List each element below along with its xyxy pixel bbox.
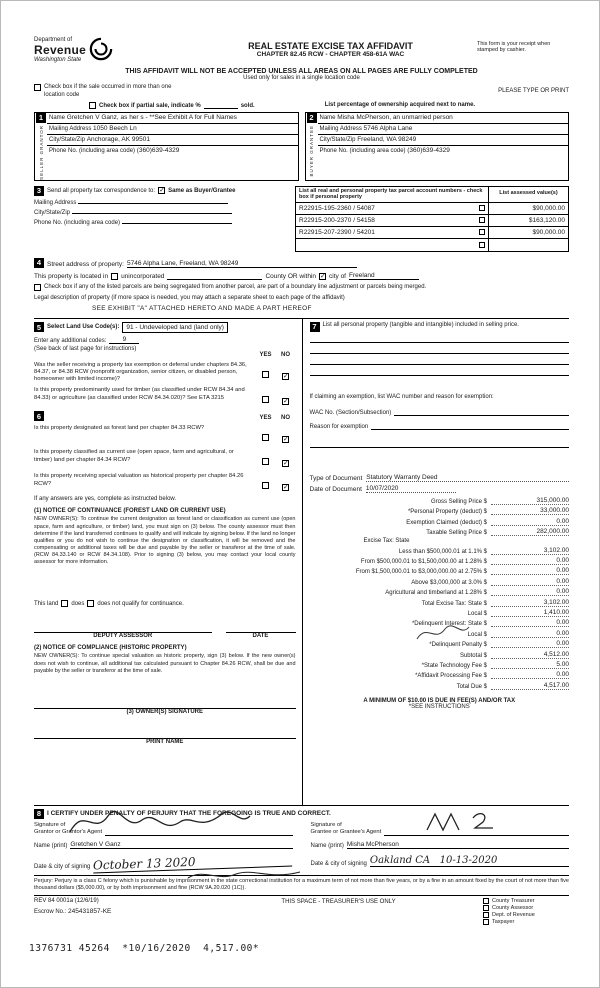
- buyer-csz-label: City/State/Zip: [319, 136, 356, 143]
- personal-property-checkbox[interactable]: [479, 205, 485, 211]
- deputy-assessor-label: DEPUTY ASSESSOR: [93, 633, 153, 640]
- unincorporated-label: unincorporated: [121, 272, 165, 280]
- yes-no-header: [44, 415, 296, 421]
- grantor-agent-label: Grantor or Grantor's Agent: [34, 828, 103, 835]
- corr-mailing-field[interactable]: [78, 203, 228, 204]
- grantee-date-value[interactable]: Oakland CA 10-13-2020: [370, 855, 569, 867]
- corr-csz-row[interactable]: [34, 210, 289, 216]
- segregated-checkbox[interactable]: [34, 284, 41, 291]
- notice-continuance-title: (1) NOTICE OF CONTINUANCE (FOREST LAND OR CURRENT USE): [34, 508, 226, 515]
- section-6-badge: 6: [34, 411, 44, 421]
- minimum-due-note: A MINIMUM OF $10.00 IS DUE IN FEE(S) AND/OR TAX: [363, 697, 516, 704]
- buyer-phone-row[interactable]: [318, 146, 569, 157]
- parcel-id: R22915-207-2390 / 54201: [299, 228, 375, 236]
- multi-location-label: Check box if the sale occurred in more than one location code: [44, 84, 172, 98]
- see-back-note: (See back of last page for instructions): [34, 345, 137, 352]
- excise-row: [310, 671, 570, 679]
- does-not-label: does not qualify for continuance.: [97, 601, 184, 608]
- excise-row: [310, 578, 570, 586]
- form-subtitle: CHAPTER 82.45 RCW - CHAPTER 458-61A WAC: [256, 51, 405, 58]
- ownership-note: List percentage of ownership acquired next to name.: [324, 101, 476, 108]
- excise-row: [310, 528, 570, 536]
- copy-label: Dept. of Revenue: [492, 911, 535, 918]
- no-checkbox[interactable]: ✓: [283, 460, 289, 468]
- seller-name-label: Name: [49, 114, 66, 121]
- land-use-label: Select Land Use Code(s):: [47, 324, 120, 331]
- section-4-badge: 4: [34, 258, 44, 268]
- excise-label: Excise Tax: State: [363, 538, 410, 545]
- excise-label: From $1,500,000.01 to $3,000,000.00 at 2.75% $: [355, 569, 487, 576]
- excise-row: [310, 547, 570, 555]
- buyer-mailing-label: Mailing Address: [319, 125, 362, 132]
- street-address-label: Street address of property:: [47, 260, 124, 268]
- owners-signature-line[interactable]: [34, 697, 296, 709]
- reason-extra-line[interactable]: [310, 438, 570, 448]
- signature-of-label: Signature of: [310, 821, 342, 828]
- city-value[interactable]: Freeland: [349, 272, 419, 280]
- owners-signature-label: (3) OWNER(S) SIGNATURE: [126, 708, 204, 715]
- print-name-label: PRINT NAME: [146, 738, 184, 745]
- corr-mailing-label: Mailing Address: [34, 199, 77, 206]
- parcel-row: [296, 215, 568, 227]
- grantee-signature-block: [311, 822, 570, 870]
- yes-header: YES: [259, 351, 272, 358]
- excise-amount[interactable]: 315,000.00: [491, 497, 569, 505]
- excise-label: Local $: [467, 631, 487, 638]
- buyer-phone-label: Phone No. (including area code): [319, 147, 406, 154]
- seller-phone-label: Phone No. (including area code): [49, 147, 136, 154]
- parcel-value: $90,000.00: [488, 227, 568, 238]
- yes-checkbox[interactable]: [262, 371, 269, 378]
- excise-label: Exemption Claimed (deduct) $: [406, 519, 487, 526]
- deputy-date-line[interactable]: [226, 621, 296, 633]
- section-1-badge: 1: [36, 113, 46, 123]
- grantee-name-print-label: Name (print): [310, 842, 344, 849]
- taxpayer-checkbox[interactable]: [483, 919, 489, 925]
- excise-row: [310, 588, 570, 596]
- excise-row: [310, 599, 570, 607]
- excise-label: *Delinquent Interest: State $: [411, 621, 487, 628]
- excise-row: [310, 682, 570, 690]
- corr-mailing-row[interactable]: [34, 200, 289, 206]
- deputy-assessor-signature-line[interactable]: [34, 621, 212, 633]
- excise-label: Agricultural and timberland at 1.28% $: [385, 590, 487, 597]
- seller-csz-row[interactable]: [47, 135, 298, 146]
- grantee-signature-label: [311, 822, 382, 836]
- yes-checkbox[interactable]: [262, 434, 269, 441]
- logo-line-3: Washington State: [34, 57, 82, 63]
- excise-label: Total Due $: [456, 683, 487, 690]
- buyer-mailing-row[interactable]: [318, 124, 569, 135]
- dept-of-revenue-checkbox[interactable]: [483, 912, 489, 918]
- parcel-row: [296, 227, 568, 239]
- excise-label: From $500,000.01 to $1,500,000.00 at 1.28% $: [360, 559, 487, 566]
- excise-label: *State Technology Fee $: [421, 662, 487, 669]
- excise-row: [310, 567, 570, 575]
- excise-amount[interactable]: 4,517.00: [491, 682, 569, 690]
- yes-header: YES: [259, 415, 272, 422]
- section-2-badge: 2: [307, 113, 317, 123]
- parcel-row: [296, 203, 568, 215]
- right-column: [302, 319, 570, 805]
- excise-amount[interactable]: 0.00: [491, 640, 569, 648]
- excise-amount[interactable]: 0.00: [491, 567, 569, 575]
- excise-amount[interactable]: 0.00: [491, 578, 569, 586]
- no-checkbox[interactable]: ✓: [283, 398, 289, 406]
- excise-amount[interactable]: 282,000.00: [491, 528, 569, 536]
- excise-row: [310, 538, 570, 544]
- does-checkbox[interactable]: [61, 600, 68, 607]
- excise-row: [310, 609, 570, 617]
- buyer-csz-value: Freeland, WA 98249: [357, 135, 417, 143]
- personal-property-line[interactable]: [310, 344, 570, 354]
- yes-checkbox[interactable]: [262, 482, 269, 489]
- excise-label: Taxable Selling Price $: [426, 529, 487, 536]
- seller-mailing-row[interactable]: [47, 124, 298, 135]
- document-type-value[interactable]: Statutory Warranty Deed: [366, 474, 569, 482]
- unincorporated-checkbox[interactable]: [111, 273, 118, 280]
- grantee-agent-label: Grantee or Grantee's Agent: [310, 828, 382, 835]
- seller-name-row[interactable]: [47, 113, 298, 124]
- land-use-code-box[interactable]: 91 - Undeveloped land (land only): [122, 322, 228, 333]
- copy-label: Taxpayer: [492, 918, 515, 925]
- city-of-label: city of: [329, 272, 346, 280]
- corr-phone-label: Phone No. (including area code): [34, 219, 121, 226]
- copy-distribution-list: [483, 898, 569, 926]
- seller-phone-value: (360)639-4329: [136, 146, 180, 154]
- buyer-csz-row[interactable]: [318, 135, 569, 146]
- deputy-date-label: DATE: [252, 633, 269, 640]
- left-column: [34, 319, 302, 805]
- grantor-date-label: Date & city of signing: [34, 863, 91, 870]
- excise-amount[interactable]: 0.00: [491, 619, 569, 627]
- timber-question: Is this property predominantly used for timber (as classified under RCW 84.34 and 84.33) or agriculture (as classified under RCW 84.34.020)? See ETA 3215: [34, 387, 245, 401]
- same-as-checkbox[interactable]: ✓: [159, 187, 165, 195]
- form-title: REAL ESTATE EXCISE TAX AFFIDAVIT: [248, 41, 413, 51]
- corr-phone-row[interactable]: [34, 220, 289, 226]
- additional-codes-label: Enter any additional codes:: [34, 337, 107, 344]
- signature-of-label: Signature of: [34, 821, 66, 828]
- reason-field[interactable]: [371, 429, 569, 430]
- county-treasurer-checkbox[interactable]: [483, 898, 489, 904]
- excise-amount[interactable]: 0.00: [491, 557, 569, 565]
- dor-logo: [34, 37, 184, 66]
- seller-csz-value: Anchorage, AK 99501: [86, 135, 150, 143]
- county-assessor-checkbox[interactable]: [483, 905, 489, 911]
- question-row: [34, 449, 296, 469]
- notice-continuance-body: NEW OWNER(S): To continue the current designation as forest land or classification as current use (open space, farm and agriculture, or timber) land, you must sign on (3) below. The county assessor must then determine if the land transferred continues to qualify and will indicate by signing below. If the land no longer qualifies or you do not wish to continue the designation or classification, it will be removed and the compensating or additional taxes will be due and payable by the seller or transferor at the time of sale. (RCW 84.33.140 or RCW 84.34.108). Prior to signing (3) below, you may contact your local county assessor for more information.: [34, 516, 296, 566]
- excise-row: [310, 661, 570, 669]
- seller-csz-label: City/State/Zip: [49, 136, 86, 143]
- buyer-name-row[interactable]: [318, 113, 569, 124]
- print-name-line[interactable]: [34, 727, 296, 739]
- grantor-name-value[interactable]: Gretchen V Ganz: [70, 841, 292, 849]
- excise-label: *Affidavit Processing Fee $: [415, 673, 487, 680]
- excise-label: *Personal Property (deduct) $: [407, 509, 487, 516]
- partial-sale-row: [89, 102, 255, 109]
- logo-line-2: Revenue: [34, 43, 87, 57]
- see-instructions-note: *SEE INSTRUCTIONS: [408, 703, 470, 710]
- receipt-note: This form is your receipt when stamped by cashier.: [477, 41, 551, 53]
- parcel-row: [296, 239, 568, 251]
- buyer-mailing-value: 5746 Alpha Lane: [363, 124, 413, 132]
- personal-property-checkbox[interactable]: [479, 229, 485, 235]
- exemption-note: If claiming an exemption, list WAC number and reason for exemption:: [309, 393, 494, 400]
- grantor-name-print-label: Name (print): [34, 842, 68, 849]
- personal-property-line[interactable]: [310, 366, 570, 376]
- qualify-label: This land: [34, 601, 59, 608]
- seller-phone-row[interactable]: [47, 146, 298, 157]
- parcel-value: $163,120.00: [488, 215, 568, 226]
- reason-label: Reason for exemption: [309, 423, 369, 430]
- grantee-date-label: Date & city of signing: [310, 860, 367, 867]
- perjury-statement: Perjury: Perjury is a class C felony which is punishable by imprisonment in the state correctional institution for a maximum term of not more than five years, or by a fine in an amount fixed by the court of not more than five thousand dollars ($5,000.00), or by both imprisonment and fine (RCW 9A.20.020 (1C)).: [34, 875, 569, 892]
- personal-property-line[interactable]: [310, 333, 570, 343]
- county-or-label: County OR within: [265, 272, 317, 280]
- logo-swirl-icon: [89, 37, 113, 66]
- yes-no-header: [34, 352, 296, 358]
- personal-property-line[interactable]: [310, 355, 570, 365]
- buyer-name-label: Name: [319, 114, 336, 121]
- if-yes-note: If any answers are yes, complete as instructed below.: [34, 496, 177, 503]
- wac-field[interactable]: [394, 415, 569, 416]
- logo-line-1: Department of: [34, 37, 73, 43]
- completion-warning: THIS AFFIDAVIT WILL NOT BE ACCEPTED UNLESS ALL AREAS ON ALL PAGES ARE FULLY COMPLETED: [125, 68, 478, 75]
- section-7-badge: 7: [310, 322, 320, 332]
- tax-exemption-question: Was the seller receiving a property tax exemption or deferral under chapters 84.36, 84.37, or 84.38 RCW (nonprofit organization, senior citizen, or disabled person, homeowner with limited income)?: [34, 361, 247, 383]
- excise-label: Local $: [467, 611, 487, 618]
- corr-csz-field[interactable]: [72, 213, 232, 214]
- question-row: [34, 387, 296, 407]
- excise-label: Less than $500,000.01 at 1.1% $: [398, 548, 487, 555]
- partial-sale-percent-field[interactable]: [204, 108, 238, 109]
- seller-mailing-label: Mailing Address: [49, 125, 92, 132]
- form-footer: [34, 895, 569, 926]
- excise-label: Above $3,000,000 at 3.0% $: [411, 579, 487, 586]
- same-as-label: Same as Buyer/Grantee: [168, 187, 236, 194]
- notice-compliance-title: (2) NOTICE OF COMPLIANCE (HISTORIC PROPERTY): [34, 645, 187, 652]
- parcel-value: $90,000.00: [488, 203, 568, 214]
- no-header: NO: [281, 351, 290, 358]
- personal-property-checkbox[interactable]: [479, 217, 485, 223]
- form-header: [34, 37, 569, 66]
- logo-text: [34, 37, 86, 66]
- seller-section: [34, 112, 299, 181]
- excise-amount[interactable]: 5.00: [491, 661, 569, 669]
- section-3: [34, 186, 569, 252]
- personal-property-label: List all personal property (tangible and intangible) included in selling price.: [322, 321, 519, 328]
- section-4: [34, 258, 569, 312]
- current-use-question: Is this property classified as current use (open space, farm and agricultural, or timber) land per chapter 84.34 RCW?: [34, 449, 234, 463]
- single-location-note: Used only for sales in a single location code: [243, 75, 360, 81]
- please-type-print: PLEASE TYPE OR PRINT: [498, 88, 569, 94]
- yes-checkbox[interactable]: [262, 458, 269, 465]
- title-block: [184, 37, 477, 66]
- legal-description-value[interactable]: SEE EXHIBIT "A" ATTACHED HERETO AND MADE A PART HEREOF: [92, 304, 312, 312]
- parcel-header-left: List all real and personal property tax parcel account numbers - check box if personal property: [299, 187, 483, 201]
- excise-amount[interactable]: 0.00: [491, 588, 569, 596]
- buyer-side-label: BUYER GRANTEE: [309, 124, 314, 177]
- historic-property-question: Is this property receiving special valuation as historical property per chapter 84.26 RCW?: [34, 473, 244, 487]
- section-3-badge: 3: [34, 186, 44, 196]
- parcel-table: [295, 186, 569, 252]
- excise-row: [310, 619, 570, 627]
- no-checkbox[interactable]: ✓: [283, 372, 289, 380]
- excise-amount[interactable]: 0.00: [491, 671, 569, 679]
- excise-label: Gross Selling Price $: [430, 498, 487, 505]
- forest-land-question: Is this property designated as forest land per chapter 84.33 RCW?: [34, 425, 205, 432]
- personal-property-checkbox[interactable]: [479, 242, 485, 248]
- corr-csz-label: City/State/Zip: [34, 209, 71, 216]
- no-header: NO: [281, 415, 290, 422]
- grantor-date-value[interactable]: October 13 2020: [93, 851, 293, 873]
- grantee-signature-line[interactable]: [384, 824, 569, 836]
- excise-label: Total Excise Tax: State $: [421, 600, 487, 607]
- question-row: [34, 425, 296, 445]
- parcel-value: [488, 239, 568, 251]
- buyer-name-value: Misha McPherson, an unmarried person: [337, 113, 453, 121]
- partial-sale-checkbox[interactable]: [89, 102, 96, 109]
- certify-statement: I CERTIFY UNDER PENALTY OF PERJURY THAT THE FOREGOING IS TRUE AND CORRECT.: [47, 810, 331, 818]
- partial-sale-label: Check box if partial sale, indicate %: [99, 102, 201, 109]
- treasurer-space-label: THIS SPACE - TREASURER'S USE ONLY: [281, 898, 396, 905]
- excise-row: [310, 497, 570, 505]
- buyer-side-bar: [306, 113, 318, 180]
- form-rev-number: REV 84 0001a (12/6/19): [34, 897, 99, 904]
- excise-row: [310, 507, 570, 515]
- parcel-header-right: List assessed value(s): [488, 187, 568, 202]
- excise-label: *Delinquent Penalty $: [429, 642, 487, 649]
- excise-tax-block: [310, 497, 570, 690]
- excise-row: [310, 640, 570, 648]
- excise-label: Subtotal $: [459, 652, 487, 659]
- no-checkbox[interactable]: ✓: [283, 436, 289, 444]
- excise-amount[interactable]: 3,102.00: [491, 599, 569, 607]
- corr-phone-field[interactable]: [122, 223, 232, 224]
- cashier-stamp: 1376731 45264 *10/16/2020 4,517.00*: [29, 943, 260, 954]
- seller-name-value: Gretchen V Ganz, as her s - **See Exhibit A for Full Names: [66, 113, 237, 121]
- city-checkbox[interactable]: ✓: [320, 272, 326, 280]
- excise-amount[interactable]: 0.00: [491, 518, 569, 526]
- parcel-id: R22915-195-2360 / 54087: [299, 204, 375, 212]
- does-not-checkbox[interactable]: [87, 600, 94, 607]
- excise-row: [310, 518, 570, 526]
- question-row: [34, 473, 296, 493]
- grantee-name-value[interactable]: Misha McPherson: [347, 841, 569, 849]
- multi-location-row: [34, 84, 184, 100]
- seller-side-bar: [35, 113, 47, 180]
- document-type-label: Type of Document: [309, 474, 363, 482]
- excise-amount[interactable]: 0.00: [491, 630, 569, 638]
- grantor-signature-label: [34, 822, 102, 836]
- excise-amount[interactable]: 1,410.00: [491, 609, 569, 617]
- does-label: does: [71, 601, 85, 608]
- buyer-section: [305, 112, 570, 181]
- legal-description-label: Legal description of property (if more space is needed, you may attach a separate sheet to each page of the affidavit): [34, 294, 345, 301]
- street-address-value[interactable]: 5746 Alpha Lane, Freeland, WA 98249: [127, 260, 357, 268]
- excise-row: [310, 651, 570, 659]
- correspondence-label: Send all property tax correspondence to:: [47, 187, 156, 194]
- located-in-label: This property is located in: [34, 272, 109, 280]
- segregated-label: Check box if any of the listed parcels are being segregated from another parcel, are part of a boundary line adjustment or parcels being merged.: [44, 283, 427, 290]
- section-8: [34, 805, 569, 873]
- additional-codes-value[interactable]: 9: [109, 336, 139, 344]
- grantor-signature-block: [34, 821, 293, 873]
- excise-amount[interactable]: 4,512.00: [491, 651, 569, 659]
- question-row: [34, 362, 296, 384]
- section-8-badge: 8: [34, 809, 44, 819]
- document-date-value[interactable]: 10/07/2020: [366, 485, 456, 493]
- excise-amount[interactable]: 33,000.00: [491, 507, 569, 515]
- no-checkbox[interactable]: ✓: [283, 484, 289, 492]
- multi-location-checkbox[interactable]: [34, 84, 41, 91]
- buyer-phone-value: (360)639-4329: [407, 146, 450, 154]
- wac-label: WAC No. (Section/Subsection): [309, 409, 392, 416]
- grantor-signature-line[interactable]: [105, 824, 292, 836]
- county-field[interactable]: [167, 279, 262, 280]
- excise-row: [310, 630, 570, 638]
- excise-row: [310, 557, 570, 565]
- notice-compliance-body: NEW OWNER(S): To continue special valuation as historic property, sign (3) below. If the new owner(s) does not wish to continue, all additional tax calculated pursuant to Chapter 84.26 RCW, shall be due and payable by the seller or transferor at the time of sale.: [34, 653, 296, 674]
- escrow-label: Escrow No.:: [34, 908, 67, 915]
- excise-amount[interactable]: 3,102.00: [491, 547, 569, 555]
- seller-side-label: SELLER GRANTOR: [38, 124, 44, 180]
- parcel-table-header: [296, 187, 568, 203]
- document-date-label: Date of Document: [309, 485, 362, 493]
- copy-label: County Assessor: [492, 904, 534, 911]
- partial-sale-sold-label: sold.: [240, 102, 255, 109]
- copy-label: County Treasurer: [492, 897, 535, 904]
- section-5-badge: 5: [34, 322, 44, 332]
- parcel-id: R22915-200-2370 / 54158: [299, 216, 375, 224]
- escrow-value: 245431857-KE: [68, 907, 112, 915]
- seller-mailing-value: 1050 Beech Ln: [93, 124, 137, 132]
- yes-checkbox[interactable]: [262, 396, 269, 403]
